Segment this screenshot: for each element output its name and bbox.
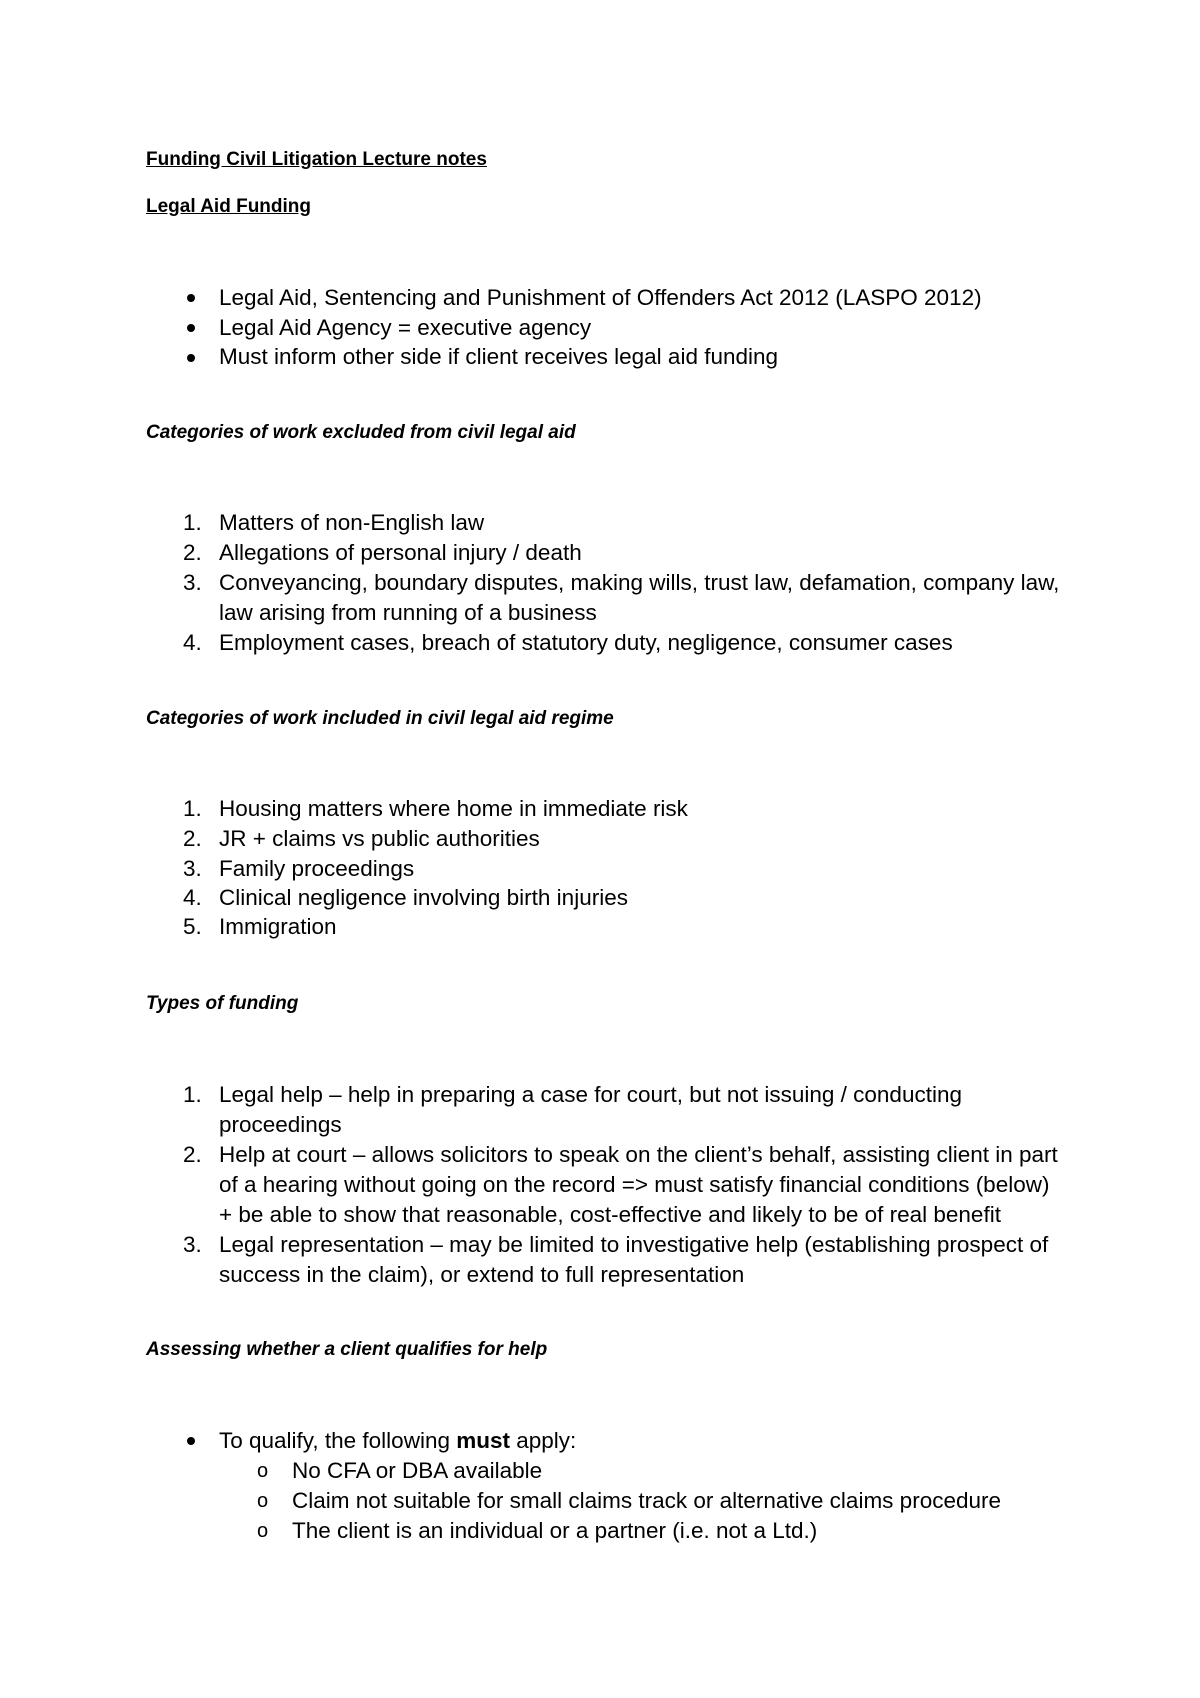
assessing-sub-item-2: Claim not suitable for small claims track or alternative claims procedure bbox=[292, 1488, 1002, 1513]
bullet-marker bbox=[187, 324, 195, 332]
list-number: 2. bbox=[183, 1142, 202, 1167]
intro-bullet-1: Legal Aid, Sentencing and Punishment of Offenders Act 2012 (LASPO 2012) bbox=[219, 285, 982, 310]
list-number: 3. bbox=[183, 856, 202, 881]
types-item-2-line-2: of a hearing without going on the record => must satisfy financial conditions (below) bbox=[219, 1172, 1050, 1197]
document-title: Funding Civil Litigation Lecture notes bbox=[146, 149, 487, 170]
types-item-2-line-3: + be able to show that reasonable, cost-effective and likely to be of real benefit bbox=[219, 1202, 1001, 1227]
types-heading: Types of funding bbox=[146, 993, 299, 1014]
list-number: 2. bbox=[183, 540, 202, 565]
sub-bullet-marker: o bbox=[257, 1520, 269, 1542]
assessing-heading: Assessing whether a client qualifies for help bbox=[146, 1339, 548, 1360]
excluded-item-4: Employment cases, breach of statutory duty, negligence, consumer cases bbox=[219, 630, 953, 655]
included-item-2: JR + claims vs public authorities bbox=[219, 826, 540, 851]
bullet-marker bbox=[187, 1437, 195, 1445]
excluded-item-3-line-2: law arising from running of a business bbox=[219, 600, 597, 625]
assessing-bullet-post: apply: bbox=[509, 1428, 577, 1453]
included-item-3: Family proceedings bbox=[219, 856, 415, 881]
included-item-5: Immigration bbox=[219, 914, 337, 939]
assessing-bullet-pre: To qualify, the following bbox=[219, 1428, 457, 1453]
list-number: 5. bbox=[183, 914, 202, 939]
included-item-1: Housing matters where home in immediate risk bbox=[219, 796, 688, 821]
bullet-marker bbox=[187, 294, 195, 302]
assessing-bullet bbox=[219, 1426, 576, 1456]
excluded-item-3-line-1: Conveyancing, boundary disputes, making wills, trust law, defamation, company law, bbox=[219, 570, 1060, 595]
list-number: 3. bbox=[183, 570, 202, 595]
assessing-sub-item-1: No CFA or DBA available bbox=[292, 1458, 543, 1483]
list-number: 1. bbox=[183, 796, 202, 821]
types-item-3-line-1: Legal representation – may be limited to investigative help (establishing prospect of bbox=[219, 1232, 1049, 1257]
assessing-bullet-bold: must bbox=[456, 1428, 510, 1453]
sub-bullet-marker: o bbox=[257, 1490, 269, 1512]
list-number: 2. bbox=[183, 826, 202, 851]
list-number: 4. bbox=[183, 630, 202, 655]
included-heading: Categories of work included in civil legal aid regime bbox=[146, 708, 614, 729]
section-title: Legal Aid Funding bbox=[146, 196, 311, 217]
types-item-3-line-2: success in the claim), or extend to full representation bbox=[219, 1262, 745, 1287]
types-item-1-line-2: proceedings bbox=[219, 1112, 342, 1137]
sub-bullet-marker: o bbox=[257, 1460, 269, 1482]
excluded-item-2: Allegations of personal injury / death bbox=[219, 540, 582, 565]
included-item-4: Clinical negligence involving birth injuries bbox=[219, 885, 628, 910]
list-number: 3. bbox=[183, 1232, 202, 1257]
excluded-heading: Categories of work excluded from civil legal aid bbox=[146, 422, 576, 443]
intro-bullet-2: Legal Aid Agency = executive agency bbox=[219, 315, 592, 340]
assessing-sub-item-3: The client is an individual or a partner (i.e. not a Ltd.) bbox=[292, 1518, 818, 1543]
list-number: 1. bbox=[183, 510, 202, 535]
intro-bullet-3: Must inform other side if client receives legal aid funding bbox=[219, 344, 779, 369]
types-item-2-line-1: Help at court – allows solicitors to speak on the client’s behalf, assisting client in part bbox=[219, 1142, 1058, 1167]
list-number: 1. bbox=[183, 1082, 202, 1107]
bullet-marker bbox=[187, 354, 195, 362]
list-number: 4. bbox=[183, 885, 202, 910]
excluded-item-1: Matters of non-English law bbox=[219, 510, 485, 535]
types-item-1-line-1: Legal help – help in preparing a case for court, but not issuing / conducting bbox=[219, 1082, 962, 1107]
